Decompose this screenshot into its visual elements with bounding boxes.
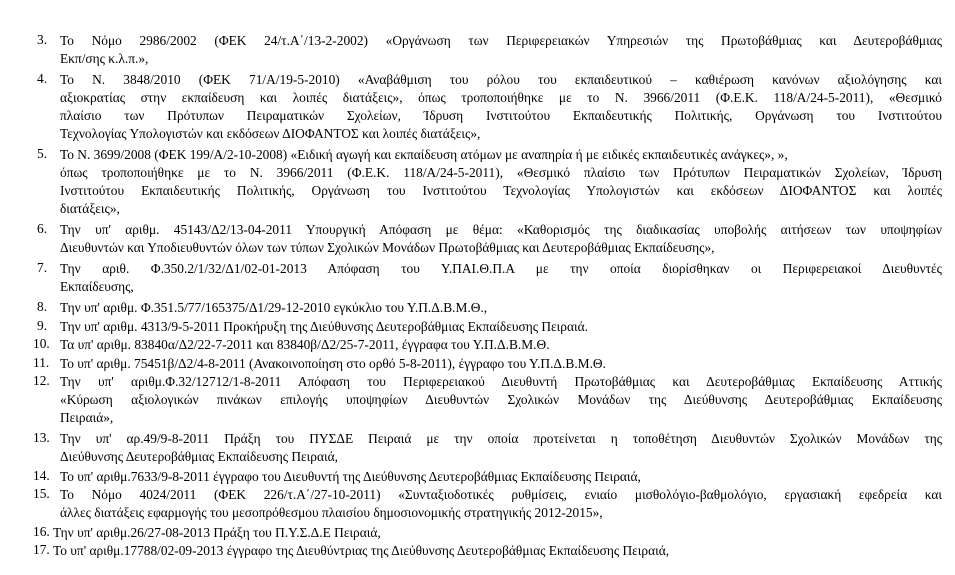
item-text-line: Την υπ' αριθμ. 4313/9-5-2011 Προκήρυξη της Διεύθυνσης Δευτεροβάθμιας Εκπαίδευσης Πειραιά. <box>60 319 588 334</box>
item-number: 9. <box>37 318 48 333</box>
item-number: 4. <box>37 71 48 86</box>
item-number: 17. <box>33 542 50 557</box>
item-text-line: όπως τροποποιήθηκε με το Ν. 3966/2011 (Φ.Ε.Κ. 118/Α/24-5-2011), «Θεσμικό πλαίσιο των Πρότυπων Πειραματικών Σχολείων, Ίδρυση <box>60 165 942 180</box>
item-text-line: Τεχνολογίας Υπολογιστών και εκδόσεων ΔΙΟΦΑΝΤΟΣ και λοιπές διατάξεις», <box>60 126 481 141</box>
item-text-line: Τα υπ' αριθμ. 83840α/Δ2/22-7-2011 και 83840β/Δ2/25-7-2011, έγγραφα του Υ.Π.Δ.Β.Μ.Θ. <box>60 337 550 352</box>
item-text-line: Εκπαίδευσης, <box>60 279 134 294</box>
item-text-line: Πειραιά», <box>60 410 114 425</box>
item-text-line: «Κύρωση αξιολογικών πινάκων επιλογής υποψηφίων Διευθυντών Σχολικών Μονάδων της Διεύθυνσης Δευτεροβάθμιας Εκπαίδευσης <box>60 392 942 407</box>
item-number: 16. <box>33 524 50 539</box>
item-text-line: διατάξεις», <box>60 201 120 216</box>
item-text-line: Την αριθ. Φ.350.2/1/32/Δ1/02-01-2013 Απόφαση του Υ.ΠΑΙ.Θ.Π.Α με την οποία διορίσθηκαν οι Περιφερειακοί Διευθυντές <box>60 261 942 276</box>
item-number: 14. <box>33 468 50 483</box>
item-number: 13. <box>33 430 50 445</box>
item-text-line: Την υπ' αριθμ.26/27-08-2013 Πράξη του Π.Υ.Σ.Δ.Ε Πειραιά, <box>53 525 381 540</box>
item-text-line: Διεύθυνσης Δευτεροβάθμιας Εκπαίδευσης Πειραιά, <box>60 449 338 464</box>
item-number: 5. <box>37 146 48 161</box>
item-number: 12. <box>33 373 50 388</box>
item-text-line: Την υπ' αριθμ. 45143/Δ2/13-04-2011 Υπουργική Απόφαση με θέμα: «Καθορισμός της διαδικασίας υποβολής αιτήσεων των υποψηφίων <box>60 222 942 237</box>
item-number: 3. <box>37 32 48 47</box>
item-text-line: Ινστιτούτου Εκπαιδευτικής Πολιτικής, Οργάνωση του Ινστιτούτου Τεχνολογίας Υπολογιστών και εκδόσεων ΔΙΟΦΑΝΤΟΣ και λοιπές <box>60 183 942 198</box>
item-text-line: πλαίσιο των Πρότυπων Πειραματικών Σχολείων, Ίδρυση Ινστιτούτου Εκπαιδευτικής Πολιτικής, Οργάνωση του Ινστιτούτου <box>60 108 942 123</box>
item-text-line: Το Ν. 3699/2008 (ΦΕΚ 199/Α/2-10-2008) «Ειδική αγωγή και εκπαίδευση ατόμων με αναπηρία ή με ειδικές εκπαιδευτικές ανάγκες», », <box>60 147 788 162</box>
item-text-line: Το Νόμο 4024/2011 (ΦΕΚ 226/τ.Α΄/27-10-2011) «Συνταξιοδοτικές ρυθμίσεις, ενιαίο μισθολόγιο-βαθμολόγιο, εργασιακή εφεδρεία και <box>60 487 942 502</box>
item-number: 7. <box>37 260 48 275</box>
item-text-line: Την υπ' αριθμ.Φ.32/12712/1-8-2011 Απόφαση του Περιφερειακού Διευθυντή Πρωτοβάθμιας και Δευτεροβάθμιας Εκπαίδευσης Αττικής <box>60 374 942 389</box>
item-text-line: Το Νόμο 2986/2002 (ΦΕΚ 24/τ.Α΄/13-2-2002) «Οργάνωση των Περιφερειακών Υπηρεσιών της Πρωτοβάθμιας και Δευτεροβάθμιας <box>60 33 942 48</box>
item-number: 6. <box>37 221 48 236</box>
item-text-line: Την υπ' αριθμ. Φ.351.5/77/165375/Δ1/29-12-2010 εγκύκλιο του Υ.Π.Δ.Β.Μ.Θ., <box>60 300 488 315</box>
item-text-line: Το υπ' αριθμ.17788/02-09-2013 έγγραφο της Διευθύντριας της Διεύθυνσης Δευτεροβάθμιας Εκπαίδευσης Πειραιά, <box>53 543 670 558</box>
item-text-line: Το υπ' αριθμ. 75451β/Δ2/4-8-2011 (Ανακοινοποίηση στο ορθό 5-8-2011), έγγραφο του Υ.Π.Δ.Β.Μ.Θ. <box>60 356 606 371</box>
item-number: 8. <box>37 299 48 314</box>
item-text-line: Το υπ' αριθμ.7633/9-8-2011 έγγραφο του Διευθυντή της Διεύθυνσης Δευτεροβάθμιας Εκπαίδευσης Πειραιά, <box>60 469 641 484</box>
item-text-line: αξιοκρατίας στην εκπαίδευση και λοιπές διατάξεις», όπως τροποποιήθηκε με το Ν. 3966/2011 (Φ.Ε.Κ. 118/Α/24-5-2011), «Θεσμικό <box>60 90 942 105</box>
item-text-line: Την υπ' αρ.49/9-8-2011 Πράξη του ΠΥΣΔΕ Πειραιά με την οποία προτείνεται η τοποθέτηση Διευθυντών Σχολικών Μονάδων της <box>60 431 942 446</box>
item-number: 10. <box>33 336 50 351</box>
item-text-line: Εκπ/σης κ.λ.π.», <box>60 51 149 66</box>
item-text-line: Το Ν. 3848/2010 (ΦΕΚ 71/Α/19-5-2010) «Αναβάθμιση του ρόλου του εκπαιδευτικού – καθιέρωση κανόνων αξιολόγησης και <box>60 72 942 87</box>
item-text-line: άλλες διατάξεις εφαρμογής του μεσοπρόθεσμου πλαισίου δημοσιονομικής στρατηγικής 2012-2015», <box>60 505 603 520</box>
item-number: 15. <box>33 486 50 501</box>
item-text-line: Διευθυντών και Υποδιευθυντών όλων των τύπων Σχολικών Μονάδων Πρωτοβάθμιας και Δευτεροβάθμιας Εκπαίδευσης», <box>60 240 715 255</box>
item-number: 11. <box>33 355 50 370</box>
